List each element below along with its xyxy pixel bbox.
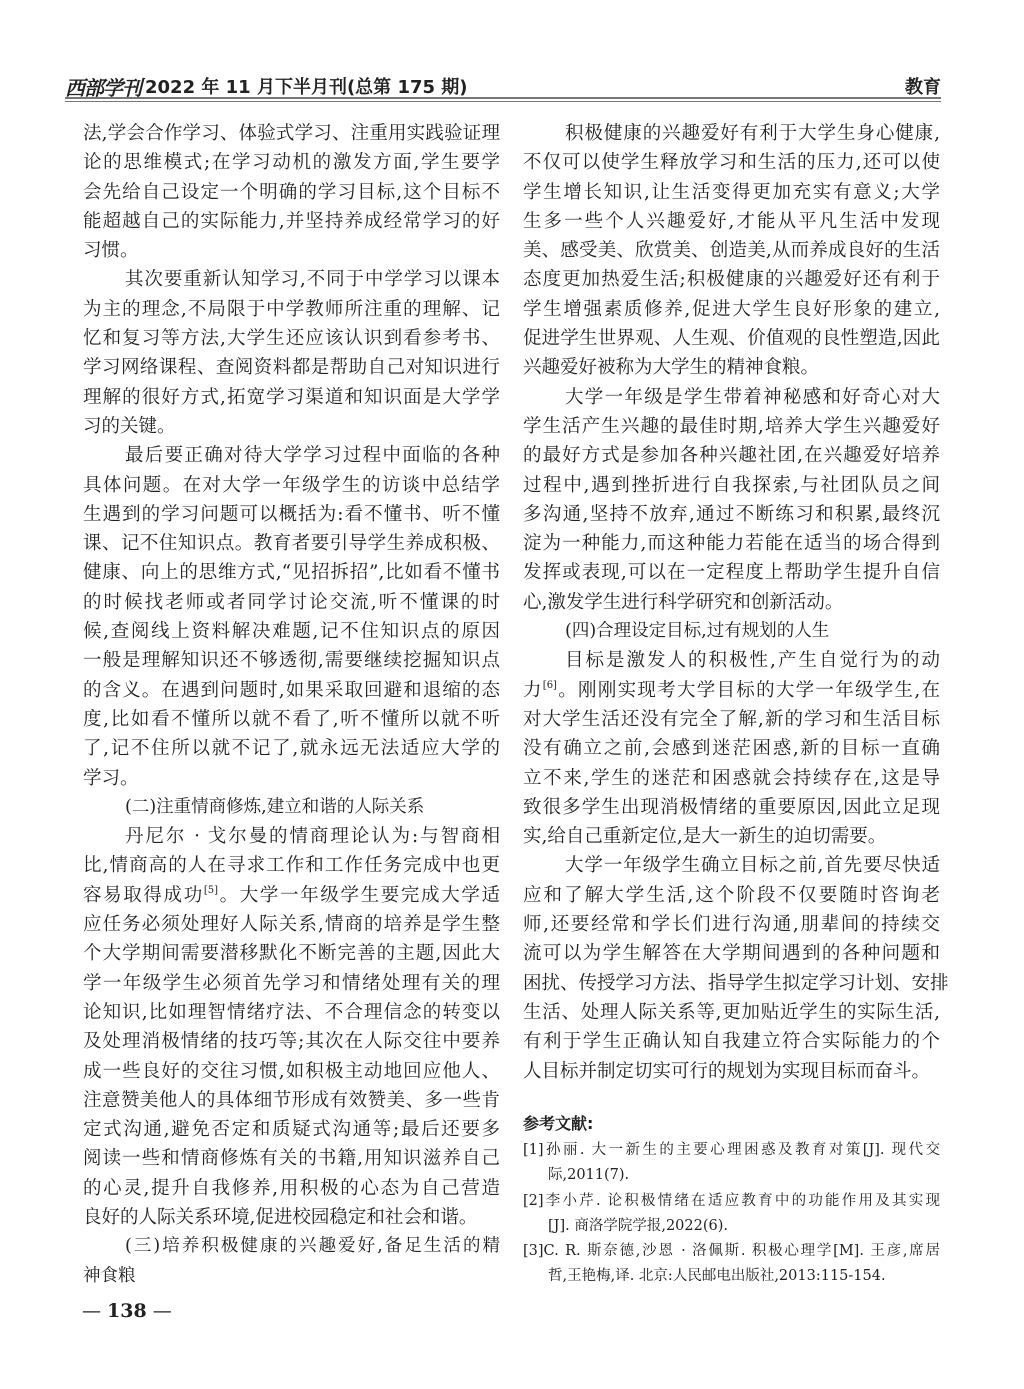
journal-logo: 西部学刊 <box>65 76 141 100</box>
text-line: 对大学生活还没有完全了解,新的学习和生活目标 <box>523 708 940 730</box>
text-line: 学生增长知识,让生活变得更加充实有意义;大学 <box>523 181 940 203</box>
text-line: 的心灵,提升自我修养,用积极的心态为自己营造 <box>83 1177 500 1199</box>
dash: — <box>82 1300 101 1322</box>
text-line: 习惯。 <box>83 240 139 262</box>
paragraph <box>523 119 940 383</box>
text-line <box>83 881 500 910</box>
text-line: 及处理消极情绪的技巧等;其次在人际交往中要养 <box>83 1031 500 1053</box>
section-heading <box>83 1232 500 1291</box>
text-line: 积极健康的兴趣爱好有利于大学生身心健康, <box>565 123 940 144</box>
text-line: 学一年级学生必须首先学习和情绪处理有关的理 <box>83 972 500 994</box>
text-line: (三)培养积极健康的兴趣爱好,备足生活的精 <box>125 1236 500 1257</box>
text-line: 学习。 <box>83 767 139 789</box>
reference-item <box>523 1239 940 1290</box>
text-line: 会先给自己设定一个明确的学习目标,这个目标不 <box>83 181 500 203</box>
text-line: 的最好方式是参加各种兴趣社团,在兴趣爱好培养 <box>523 445 940 467</box>
text-line: 人目标并制定切实可行的规划为实现目标而奋斗。 <box>523 1060 931 1082</box>
text-line: 法,学会合作学习、体验式学习、注重用实践验证理 <box>83 123 500 144</box>
text-line: 大学一年级是学生带着神秘感和好奇心对大 <box>565 386 940 408</box>
text-line: 忆和复习等方法,大学生还应该认识到看参考书、 <box>83 328 500 350</box>
text-line: 神食粮 <box>83 1265 136 1286</box>
running-header <box>65 70 941 100</box>
text-line: 过程中,遇到挫折进行自我探索,与社团队员之间 <box>523 474 940 496</box>
text-line: 心,激发学生进行科学研究和创新活动。 <box>523 591 844 613</box>
text-line: 应和了解大学生活,这个阶段不仅要随时咨询老 <box>523 884 940 906</box>
paragraph <box>523 851 949 1085</box>
section-heading <box>523 617 940 646</box>
citation-mark: [5] <box>203 884 219 896</box>
text-line: 论知识,比如理智情绪疗法、不合理信念的转变以 <box>83 1001 500 1023</box>
text-line: 立不来,学生的迷茫和困惑就会持续存在,这是导 <box>523 767 940 789</box>
paragraph <box>83 822 500 1232</box>
reference-line: [1]孙丽. 大一新生的主要心理困惑及教育对策[J]. 现代交 <box>523 1142 940 1158</box>
text-line: 学习网络课程、查阅资料都是帮助自己对知识进行 <box>83 357 500 379</box>
text-segment: 力 <box>523 679 543 701</box>
citation-mark: [6] <box>542 679 557 691</box>
text-line: 阅读一些和情商修炼有关的书籍,用知识滋养自己 <box>83 1148 500 1170</box>
text-line: 淀为一种能力,而这种能力若能在适当的场合得到 <box>523 533 940 555</box>
text-segment: 容易取得成功 <box>83 884 204 906</box>
text-line: 的含义。在遇到问题时,如果采取回避和退缩的态 <box>83 679 500 701</box>
text-line <box>523 676 940 705</box>
text-line: 致很多学生出现消极情绪的重要原因,因此立足现 <box>523 796 940 818</box>
text-line: 具体问题。在对大学一年级学生的访谈中总结学 <box>83 474 500 496</box>
text-line: 比,情商高的人在寻求工作和工作任务完成中也更 <box>83 855 500 877</box>
reference-item <box>523 1138 940 1189</box>
text-line: (四)合理设定目标,过有规划的人生 <box>565 621 830 642</box>
header-rule <box>65 97 941 102</box>
left-column <box>83 119 500 1291</box>
text-line: 个大学期间需要潜移默化不断完善的主题,因此大 <box>83 943 500 965</box>
text-line: 一般是理解知识还不够透彻,需要继续挖掘知识点 <box>83 650 500 672</box>
text-line: 困扰、传授学习方法、指导学生拟定学习计划、安排 <box>523 972 949 994</box>
text-line: 生遇到的学习问题可以概括为:看不懂书、听不懂 <box>83 503 500 525</box>
text-segment: 。大学一年级学生要完成大学适 <box>218 884 500 906</box>
reference-line: [J]. 商洛学院学报,2022(6). <box>548 1217 729 1234</box>
reference-line: 哲,王艳梅,译. 北京:人民邮电出版社,2013:115-154. <box>548 1268 886 1285</box>
paragraph <box>83 441 500 793</box>
reference-line: [3]C. R. 斯奈德,沙恩 · 洛佩斯. 积极心理学[M]. 王彦,席居 <box>523 1243 940 1260</box>
text-line: 兴趣爱好被称为大学生的精神食粮。 <box>523 357 820 379</box>
reference-line: 际,2011(7). <box>548 1167 630 1184</box>
text-line: 有利于学生正确认知自我建立符合实际能力的个 <box>523 1031 940 1053</box>
page-number <box>82 1300 172 1322</box>
text-line: 注意赞美他人的具体细节形成有效赞美、多一些肯 <box>83 1089 500 1111</box>
text-line: 能超越自己的实际能力,并坚持养成经常学习的好 <box>83 210 500 232</box>
text-line: 促进学生世界观、人生观、价值观的良性塑造,因此 <box>523 328 940 350</box>
text-line: 度,比如看不懂所以就不看了,听不懂所以就不听 <box>83 708 500 730</box>
reference-item <box>523 1189 940 1240</box>
text-line: 不仅可以使学生释放学习和生活的压力,还可以使 <box>523 152 940 174</box>
text-line: 实,给自己重新定位,是大一新生的迫切需要。 <box>523 826 887 848</box>
text-segment: 。刚刚实现考大学目标的大学一年级学生,在 <box>556 679 940 701</box>
page-number-value: 138 <box>107 1300 147 1322</box>
text-line: 美、感受美、欣赏美、创造美,从而养成良好的生活 <box>523 240 940 262</box>
text-line: 生活、处理人际关系等,更加贴近学生的实际生活, <box>523 1001 940 1023</box>
text-line: (二)注重情商修炼,建立和谐的人际关系 <box>125 796 425 817</box>
text-line: 习的关键。 <box>83 415 176 437</box>
right-column <box>523 119 949 1086</box>
references-title: 参考文献: <box>523 1114 594 1133</box>
text-line: 流可以为学生解答在大学期间遇到的各种问题和 <box>523 943 940 965</box>
text-line: 应任务必须处理好人际关系,情商的培养是学生整 <box>83 914 500 936</box>
paragraph <box>83 119 500 265</box>
text-line: 论的思维模式;在学习动机的激发方面,学生要学 <box>83 152 500 174</box>
text-line: 定式沟通,避免否定和质疑式沟通等;最后还要多 <box>83 1119 500 1141</box>
text-line: 课、记不住知识点。教育者要引导学生养成积极、 <box>83 533 500 555</box>
text-line: 的时候找老师或者同学讨论交流,听不懂课的时 <box>83 591 500 613</box>
text-line: 多沟通,坚持不放弃,通过不断练习和积累,最终沉 <box>523 503 940 525</box>
text-line: 最后要正确对待大学学习过程中面临的各种 <box>125 445 500 467</box>
issue-info: 2022 年 11 月下半月刊(总第 175 期) <box>145 77 468 98</box>
text-line: 没有确立之前,会感到迷茫困惑,新的目标一直确 <box>523 738 940 760</box>
text-line: 师,还要经常和学长们进行沟通,朋辈间的持续交 <box>523 914 940 936</box>
text-line: 了,记不住所以就不记了,就永远无法适应大学的 <box>83 738 500 760</box>
paragraph <box>83 265 500 441</box>
text-line: 生多一些个人兴趣爱好,才能从平凡生活中发现 <box>523 210 940 232</box>
text-line: 大学一年级学生确立目标之前,首先要尽快适 <box>565 855 940 877</box>
paragraph <box>523 646 940 851</box>
text-line: 为主的理念,不局限于中学教师所注重的理解、记 <box>83 298 500 320</box>
reference-line: [2]李小芹. 论积极情绪在适应教育中的功能作用及其实现 <box>523 1192 940 1209</box>
text-line: 发挥或表现,可以在一定程度上帮助学生提升自信 <box>523 562 940 584</box>
text-line: 丹尼尔 · 戈尔曼的情商理论认为:与智商相 <box>125 826 500 848</box>
text-line: 成一些良好的交往习惯,如积极主动地回应他人、 <box>83 1060 500 1082</box>
dash: — <box>152 1300 172 1322</box>
text-line: 理解的很好方式,拓宽学习渠道和知识面是大学学 <box>83 386 500 408</box>
paragraph <box>523 383 940 617</box>
text-line: 目标是激发人的积极性,产生自觉行为的动 <box>565 650 940 672</box>
text-line: 态度更加热爱生活;积极健康的兴趣爱好还有利于 <box>523 269 940 291</box>
references <box>523 1110 940 1290</box>
text-line: 良好的人际关系环境,促进校园稳定和社会和谐。 <box>83 1206 478 1228</box>
text-line: 健康、向上的思维方式,“见招拆招”,比如看不懂书 <box>83 562 500 584</box>
text-line: 其次要重新认知学习,不同于中学学习以课本 <box>125 269 500 291</box>
text-line: 学生活产生兴趣的最佳时期,培养大学生兴趣爱好 <box>523 415 940 437</box>
text-line: 候,查阅线上资料解决难题,记不住知识点的原因 <box>83 621 500 643</box>
section-heading <box>83 793 500 822</box>
text-line: 学生增强素质修养,促进大学生良好形象的建立, <box>523 298 940 320</box>
section-name: 教育 <box>905 77 941 98</box>
